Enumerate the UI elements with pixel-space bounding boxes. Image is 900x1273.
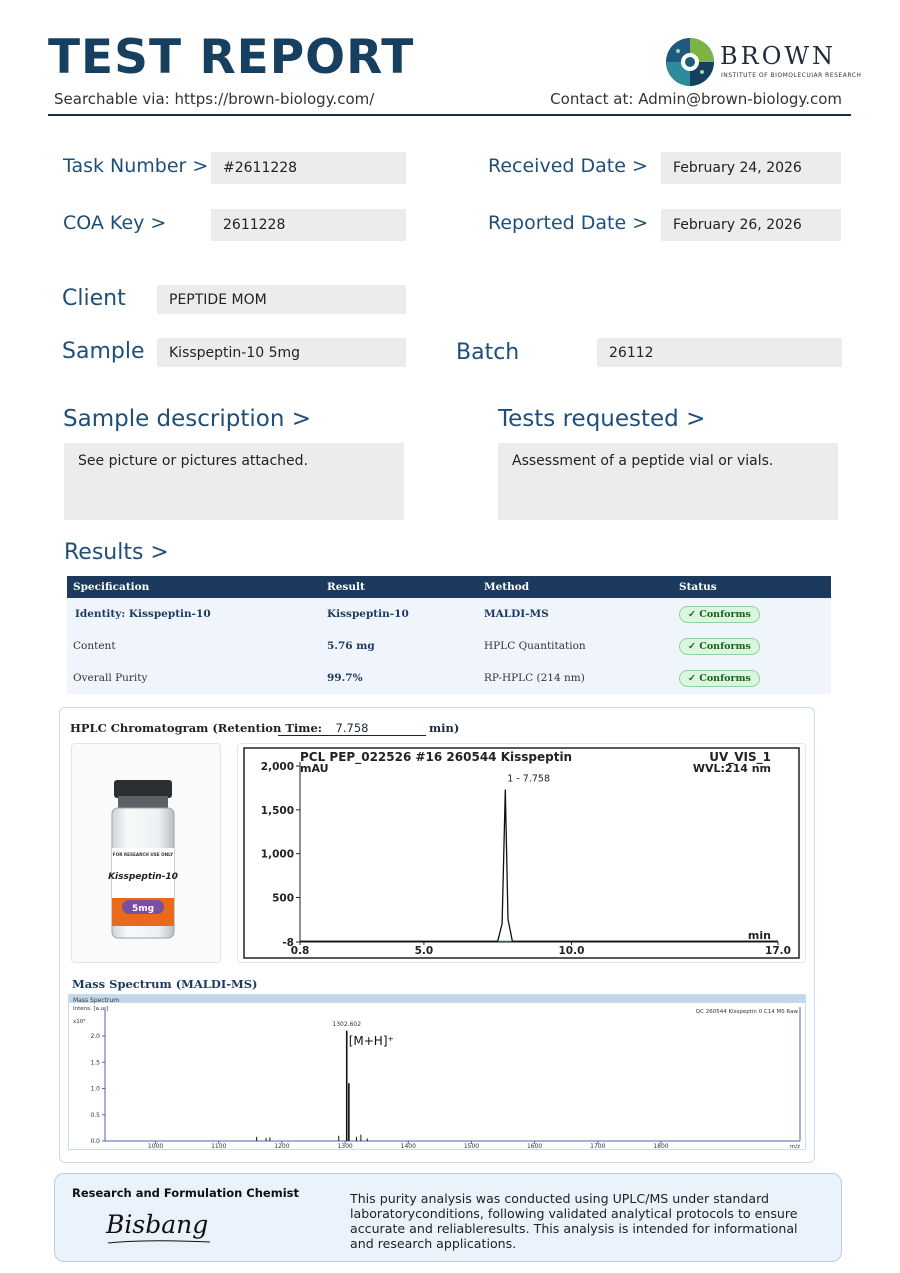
hplc-channel-label: UV_VIS_1 (709, 750, 771, 764)
ms-y-tick-label: 1.5 (90, 1059, 100, 1067)
cell-result: 5.76 mg (321, 630, 478, 662)
ms-x-tick-label: 1400 (400, 1143, 416, 1149)
ms-y-tick-label: 0.5 (90, 1111, 100, 1119)
table-row (67, 662, 831, 694)
hplc-ylabel: mAU (300, 762, 329, 775)
col-status: Status (673, 576, 831, 598)
received-date-label: Received Date > (488, 155, 648, 177)
cell-method: MALDI-MS (478, 598, 673, 630)
batch-label: Batch (456, 340, 520, 365)
institute-name: BROWN (720, 42, 837, 70)
report-title: TEST REPORT (48, 30, 415, 85)
hplc-x-tick-label: 5.0 (414, 945, 434, 957)
ms-x-tick-label: 1100 (211, 1143, 227, 1149)
coa-key-label: COA Key > (63, 212, 167, 234)
ms-x-tick-label: 1600 (526, 1143, 543, 1149)
task-number-label: Task Number > (63, 155, 209, 177)
hplc-chromatogram (238, 744, 805, 962)
vial-ruo-text: FOR RESEARCH USE ONLY (112, 852, 174, 857)
coa-key-field: 2611228 (211, 209, 406, 241)
hplc-y-tick-label: 1,500 (260, 804, 294, 817)
status-badge: ✓ Conforms (679, 638, 760, 655)
client-label: Client (62, 286, 126, 311)
retention-time-unit: min) (429, 721, 460, 735)
cell-result: 99.7% (321, 662, 478, 694)
cell-status (673, 598, 831, 630)
chemist-signature: Bisbang (106, 1210, 209, 1239)
vial-photo (71, 743, 221, 963)
hplc-wavelength-label: WVL:214 nm (692, 762, 771, 775)
ms-x-tick-label: 1200 (274, 1143, 290, 1149)
ms-y-tick-label: 1.0 (90, 1085, 100, 1093)
sample-field: Kisspeptin-10 5mg (157, 338, 406, 367)
ms-x-tick-label: 1000 (147, 1143, 164, 1149)
ms-x-tick-label: 1700 (590, 1143, 606, 1149)
cell-result: Kisspeptin-10 (321, 598, 478, 630)
hplc-y-tick-label: -8 (282, 937, 294, 949)
searchable-url: Searchable via: https://brown-biology.com/ (54, 90, 375, 108)
hplc-chart-title: PCL PEP_022526 #16 260544 Kisspeptin (300, 750, 573, 764)
col-method: Method (478, 576, 673, 598)
cell-method: RP-HPLC (214 nm) (478, 662, 673, 694)
hplc-peak-label: 1 - 7.758 (507, 773, 551, 785)
ms-header-label: Mass Spectrum (73, 997, 120, 1004)
cell-status (673, 662, 831, 694)
mass-spectrum-chart (69, 995, 805, 1149)
signature-underline (106, 1238, 212, 1246)
contact-email: Contact at: Admin@brown-biology.com (550, 90, 842, 108)
hplc-y-tick-label: 1,000 (260, 848, 294, 861)
ms-chart-title: QC 260544 Kisspeptin 0 C14 MS Raw (695, 1009, 798, 1015)
mass-spec-frame (68, 994, 806, 1150)
ms-x-tick-label: 1800 (653, 1143, 669, 1149)
ms-yunit: x10⁵ (73, 1019, 86, 1025)
cell-method: HPLC Quantitation (478, 630, 673, 662)
cell-spec: Identity: Kisspeptin-10 (67, 598, 321, 630)
ms-x-tick-label: 1300 (337, 1143, 353, 1149)
hplc-section-title: HPLC Chromatogram (Retention Time: (70, 721, 323, 735)
sample-description-box: See picture or pictures attached. (64, 443, 404, 520)
batch-field: 26112 (597, 338, 842, 367)
ms-ylabel: Intens. [a.u.] (73, 1006, 109, 1012)
hplc-xlabel: min (747, 929, 771, 942)
task-number-field: #2611228 (211, 152, 406, 184)
tests-requested-title: Tests requested > (498, 406, 706, 432)
mass-spec-title: Mass Spectrum (MALDI-MS) (72, 977, 258, 991)
tests-requested-box: Assessment of a peptide vial or vials. (498, 443, 838, 520)
hplc-x-tick-label: 0.8 (290, 945, 310, 957)
col-result: Result (321, 576, 478, 598)
cell-spec: Overall Purity (67, 662, 321, 694)
vial-dose-text: 5mg (131, 904, 155, 914)
results-table (67, 576, 831, 694)
retention-time-value: 7.758 (278, 721, 426, 736)
client-field: PEPTIDE MOM (157, 285, 406, 314)
sample-label: Sample (62, 339, 145, 364)
table-row (67, 598, 831, 630)
ms-y-tick-label: 0.0 (90, 1138, 100, 1145)
institute-tagline: INSTITUTE OF BIOMOLECUIAR RESEARCH (721, 72, 862, 79)
vial-product-text: Kisspeptin-10 (108, 872, 178, 882)
ms-y-tick-label: 2.0 (90, 1033, 100, 1040)
ms-xlabel: m/z (789, 1144, 800, 1149)
chemist-title: Research and Formulation Chemist (72, 1186, 299, 1200)
results-title: Results > (64, 540, 169, 565)
status-badge: ✓ Conforms (679, 606, 760, 623)
institute-logo-icon (666, 38, 714, 86)
hplc-x-tick-label: 10.0 (558, 945, 585, 957)
cell-spec: Content (67, 630, 321, 662)
ms-peak-mass-label: 1302.602 (332, 1020, 362, 1028)
hplc-x-tick-label: 17.0 (765, 945, 791, 957)
table-row (67, 630, 831, 662)
ms-peak-annotation: [M+H]⁺ (348, 1033, 394, 1048)
reported-date-field: February 26, 2026 (661, 209, 841, 241)
status-badge: ✓ Conforms (679, 670, 760, 687)
footer-disclaimer: This purity analysis was conducted using UPLC/MS under standard laboratoryconditions, following validated analytical protocols to ensure accurate and reliableresults. This analysis is intended for informational and research applications. (350, 1191, 798, 1251)
hplc-y-tick-label: 500 (272, 892, 294, 905)
reported-date-label: Reported Date > (488, 212, 649, 234)
results-header-row (67, 576, 831, 598)
ms-x-tick-label: 1500 (463, 1143, 480, 1149)
hplc-chart-frame (237, 743, 806, 963)
received-date-field: February 24, 2026 (661, 152, 841, 184)
header-divider (48, 114, 851, 116)
col-specification: Specification (67, 576, 321, 598)
hplc-y-tick-label: 2,000 (260, 761, 294, 773)
sample-description-title: Sample description > (63, 406, 312, 432)
cell-status (673, 630, 831, 662)
